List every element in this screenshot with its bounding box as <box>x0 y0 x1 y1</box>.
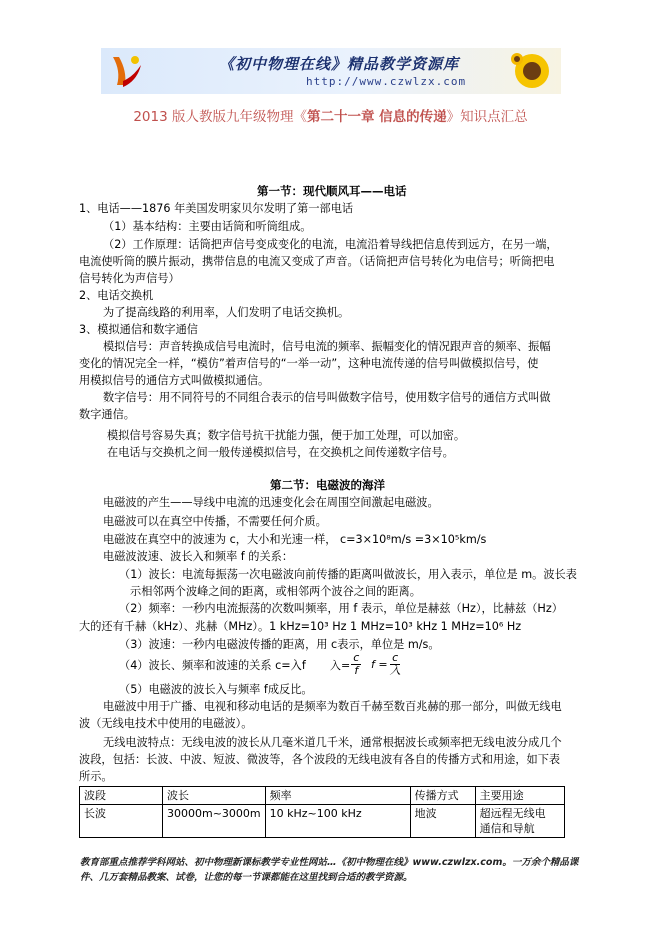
formula-frequency: f = c 入 <box>371 651 401 677</box>
s1-line: 为了提高线路的利用率，人们发明了电话交换机。 <box>103 306 350 319</box>
s2-line: （4）波长、频率和波速的关系 c=入f <box>119 659 306 672</box>
table-header: 主要用途 <box>475 787 564 805</box>
s2-line: 示相邻两个波峰之间的距离，或相邻两个波谷之间的距离。 <box>130 585 421 598</box>
s1-line: （1）基本结构：主要由话筒和听筒组成。 <box>103 220 312 233</box>
banner-title: 《初中物理在线》精品教学资源库 <box>219 55 460 73</box>
s2-line: 电磁波可以在真空中传播，不需要任何介质。 <box>103 515 327 528</box>
sunflower-icon <box>509 50 555 92</box>
s2-line: 所示。 <box>79 770 113 783</box>
s2-line: （1）波长：电流每振荡一次电磁波向前传播的距离叫做波长，用入表示，单位是 m。波长表 <box>119 568 577 581</box>
formula-wavelength: 入= $\frac{c}{f}$ <box>330 651 360 677</box>
s2-line: 电磁波中用于广播、电视和移动电话的是频率为数百千赫至数百兆赫的那一部分，叫做无线电 <box>103 700 562 713</box>
s2-line: 电磁波的产生——导线中电流的迅速变化会在周围空间激起电磁波。 <box>103 496 439 509</box>
s1-line: （2）工作原理：话筒把声信号变成变化的电流，电流沿着导线把信息传到远方，在另一端， <box>103 238 558 251</box>
s1-line: 数字信号：用不同符号的不同组合表示的信号叫做数字信号，使用数字信号的通信方式叫做 <box>103 391 551 404</box>
s2-line: 电磁波在真空中的波速为 c，大小和光速一样， c=3×10⁸m/s =3×10⁵km/s <box>103 533 487 546</box>
section1-heading: 第一节：现代顺风耳——电话 <box>257 184 407 198</box>
page-footer <box>80 855 590 885</box>
s2-line: 无线电波特点：无线电波的波长从几毫米道几千米，通常根据波长或频率把无线电波分成几个 <box>103 736 562 749</box>
s1-line: 模拟信号：声音转换成信号电流时，信号电流的频率、振幅变化的情况跟声音的频率、振幅 <box>103 340 551 353</box>
document-title: 2013 版人教版九年级物理《第二十一章 信息的传递》知识点汇总 <box>133 109 528 125</box>
radio-band-table <box>79 786 565 838</box>
s1-line: 3、模拟通信和数字通信 <box>79 323 198 336</box>
s1-line: 数字通信。 <box>79 408 135 421</box>
s1-line: 2、电话交换机 <box>79 289 154 302</box>
table-header: 传播方式 <box>410 787 475 805</box>
s1-line: 信号转化为声信号） <box>79 272 180 285</box>
s1-line: 在电话与交换机之间一般传递模拟信号，在交换机之间传递数字信号。 <box>107 446 454 459</box>
s1-line: 电流使听筒的膜片振动，携带信息的电流又变成了声音。（话筒把声信号转化为电信号；听筒把电 <box>79 255 555 268</box>
table-cell: 地波 <box>410 805 475 838</box>
s1-line: 变化的情况完全一样，“模仿”着声信号的“一举一动”，这种电流传递的信号叫做模拟信号，使 <box>79 357 539 370</box>
site-banner <box>101 48 561 94</box>
s2-line: 大的还有千赫（kHz）、兆赫（MHz）。1 kHz=10³ Hz 1 MHz=10³ kHz 1 MHz=10⁶ Hz <box>79 620 522 633</box>
s1-line: 模拟信号容易失真；数字信号抗干扰能力强，便于加工处理，可以加密。 <box>107 429 466 442</box>
footer-line: 教育部重点推荐学科网站、初中物理新课标教学专业性网站…《初中物理在线》www.czwlzx.com。一万余个精品课 <box>80 857 579 868</box>
table-cell: 30000m~3000m <box>163 805 266 838</box>
site-logo-icon <box>105 51 145 91</box>
table-header-row <box>80 787 565 805</box>
s2-line: （5）电磁波的波长入与频率 f成反比。 <box>119 683 313 696</box>
s1-line: 用模拟信号的通信方式叫做模拟通信。 <box>79 374 270 387</box>
s1-line: 1、电话——1876 年美国发明家贝尔发明了第一部电话 <box>79 202 354 215</box>
s2-line: （3）波速：一秒内电磁波传播的距离，用 c表示，单位是 m/s。 <box>119 638 440 651</box>
table-header: 波长 <box>163 787 266 805</box>
footer-line: 件、几万套精品教案、试卷，让您的每一节课都能在这里找到合适的教学资源。 <box>80 872 413 883</box>
section2-heading: 第二节：电磁波的海洋 <box>270 478 385 492</box>
table-row <box>80 805 565 838</box>
s2-line: （2）频率：一秒内电流振荡的次数叫频率，用 f 表示，单位是赫兹（Hz），比赫兹（Hz） <box>119 602 563 615</box>
table-cell: 10 kHz~100 kHz <box>265 805 410 838</box>
banner-url[interactable]: http://www.czwlzx.com <box>306 75 467 88</box>
s2-line: 波段，包括：长波、中波、短波、微波等，各个波段的无线电波有各自的传播方式和用途，如下表 <box>79 753 561 766</box>
table-cell: 超远程无线电 通信和导航 <box>475 805 564 838</box>
s2-line: 波（无线电技术中使用的电磁波）。 <box>79 717 253 730</box>
table-cell: 长波 <box>80 805 163 838</box>
table-header: 波段 <box>80 787 163 805</box>
table-header: 频率 <box>265 787 410 805</box>
s2-line: 电磁波波速、波长入和频率 f 的关系： <box>103 550 294 563</box>
